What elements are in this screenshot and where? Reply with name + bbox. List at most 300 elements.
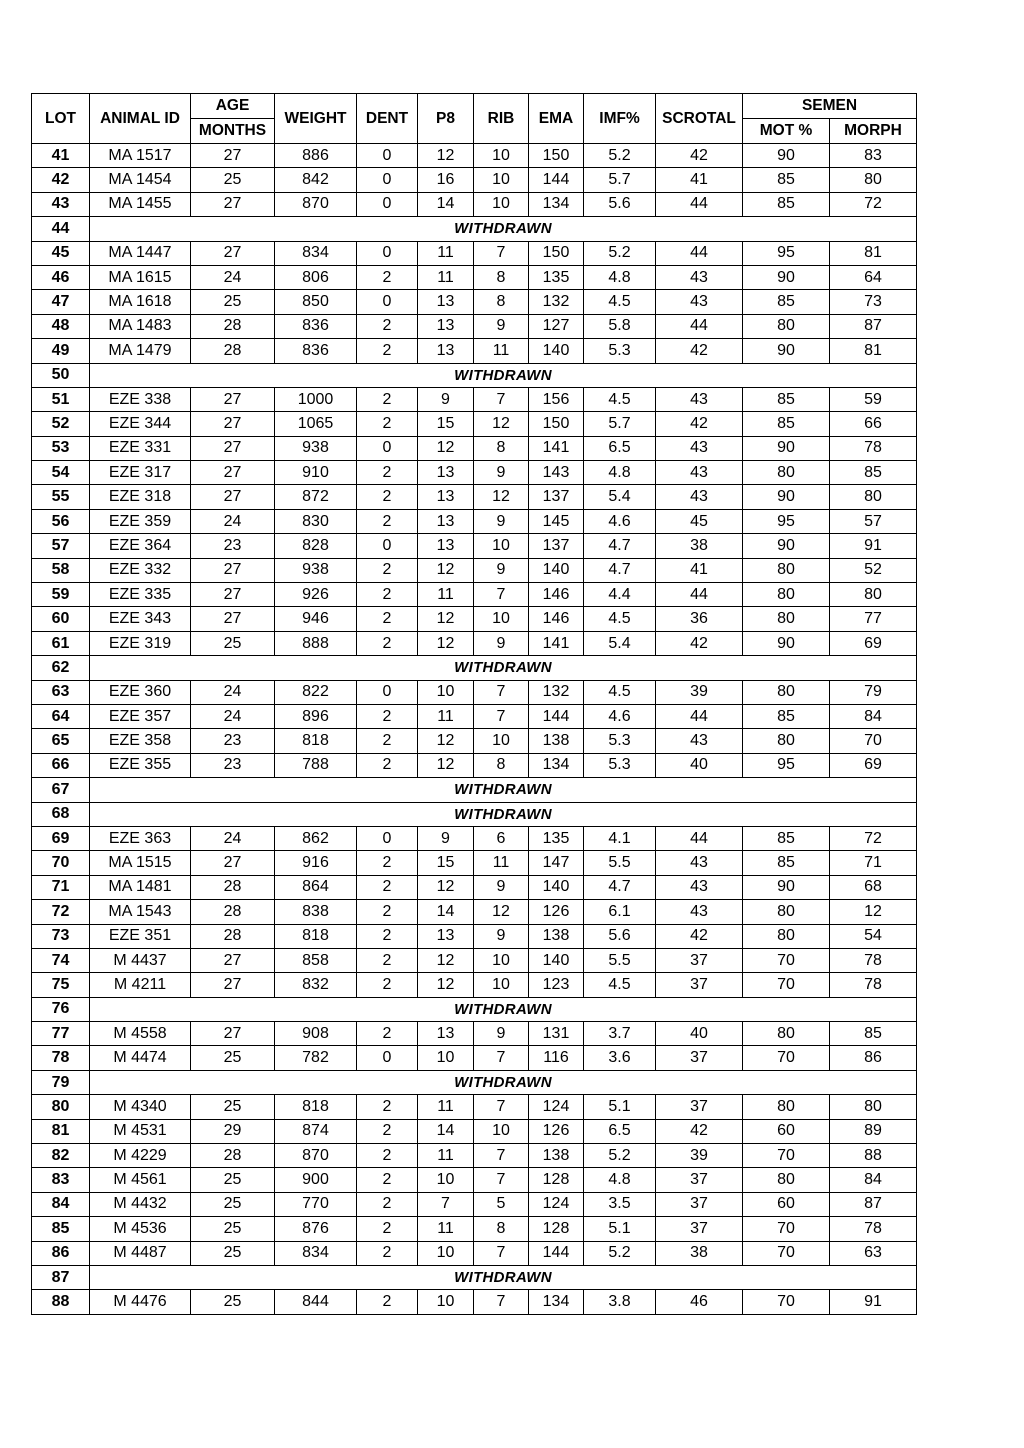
age-cell: 27 <box>191 387 275 411</box>
lot-cell: 83 <box>32 1168 90 1192</box>
ema-cell: 140 <box>529 558 584 582</box>
rib-cell: 9 <box>474 631 529 655</box>
age-cell: 29 <box>191 1119 275 1143</box>
animal-id-cell: M 4340 <box>90 1095 191 1119</box>
weight-cell: 818 <box>275 729 357 753</box>
morph-cell: 83 <box>830 144 917 168</box>
p8-cell: 11 <box>418 1095 474 1119</box>
p8-cell: 12 <box>418 875 474 899</box>
scrotal-cell: 44 <box>656 241 743 265</box>
lot-cell: 72 <box>32 900 90 924</box>
scrotal-cell: 43 <box>656 729 743 753</box>
morph-cell: 78 <box>830 1217 917 1241</box>
animal-id-cell: EZE 338 <box>90 387 191 411</box>
dent-cell: 0 <box>357 192 418 216</box>
morph-cell: 79 <box>830 680 917 704</box>
header-scrotal: SCROTAL <box>656 94 743 144</box>
rib-cell: 9 <box>474 875 529 899</box>
dent-cell: 2 <box>357 1095 418 1119</box>
weight-cell: 828 <box>275 534 357 558</box>
mot-cell: 80 <box>743 900 830 924</box>
ema-cell: 140 <box>529 875 584 899</box>
imf-cell: 4.5 <box>584 387 656 411</box>
dent-cell: 0 <box>357 290 418 314</box>
ema-cell: 138 <box>529 1144 584 1168</box>
scrotal-cell: 43 <box>656 485 743 509</box>
p8-cell: 13 <box>418 485 474 509</box>
morph-cell: 57 <box>830 509 917 533</box>
age-cell: 23 <box>191 729 275 753</box>
p8-cell: 14 <box>418 1119 474 1143</box>
morph-cell: 12 <box>830 900 917 924</box>
mot-cell: 90 <box>743 265 830 289</box>
scrotal-cell: 39 <box>656 680 743 704</box>
morph-cell: 54 <box>830 924 917 948</box>
lot-cell: 79 <box>32 1070 90 1094</box>
mot-cell: 95 <box>743 753 830 777</box>
scrotal-cell: 38 <box>656 1241 743 1265</box>
p8-cell: 13 <box>418 924 474 948</box>
mot-cell: 85 <box>743 192 830 216</box>
p8-cell: 13 <box>418 1022 474 1046</box>
p8-cell: 13 <box>418 314 474 338</box>
scrotal-cell: 37 <box>656 948 743 972</box>
p8-cell: 11 <box>418 583 474 607</box>
age-cell: 27 <box>191 583 275 607</box>
lot-cell: 78 <box>32 1046 90 1070</box>
rib-cell: 7 <box>474 1144 529 1168</box>
rib-cell: 9 <box>474 1022 529 1046</box>
lot-cell: 57 <box>32 534 90 558</box>
lot-cell: 65 <box>32 729 90 753</box>
dent-cell: 2 <box>357 509 418 533</box>
morph-cell: 68 <box>830 875 917 899</box>
weight-cell: 874 <box>275 1119 357 1143</box>
ema-cell: 138 <box>529 924 584 948</box>
animal-id-cell: MA 1483 <box>90 314 191 338</box>
table-row <box>32 241 917 265</box>
imf-cell: 5.3 <box>584 339 656 363</box>
lot-cell: 55 <box>32 485 90 509</box>
scrotal-cell: 42 <box>656 1119 743 1143</box>
lot-cell: 62 <box>32 656 90 680</box>
ema-cell: 135 <box>529 265 584 289</box>
ema-cell: 126 <box>529 900 584 924</box>
morph-cell: 80 <box>830 168 917 192</box>
morph-cell: 89 <box>830 1119 917 1143</box>
p8-cell: 12 <box>418 948 474 972</box>
weight-cell: 938 <box>275 436 357 460</box>
morph-cell: 73 <box>830 290 917 314</box>
p8-cell: 12 <box>418 144 474 168</box>
rib-cell: 7 <box>474 583 529 607</box>
p8-cell: 11 <box>418 704 474 728</box>
animal-id-cell: M 4437 <box>90 948 191 972</box>
rib-cell: 7 <box>474 1046 529 1070</box>
age-cell: 27 <box>191 1022 275 1046</box>
table-row <box>32 1022 917 1046</box>
imf-cell: 4.5 <box>584 290 656 314</box>
mot-cell: 85 <box>743 168 830 192</box>
lot-cell: 84 <box>32 1192 90 1216</box>
rib-cell: 12 <box>474 485 529 509</box>
animal-id-cell: M 4536 <box>90 1217 191 1241</box>
withdrawn-label: WITHDRAWN <box>90 997 917 1021</box>
scrotal-cell: 44 <box>656 826 743 850</box>
imf-cell: 5.7 <box>584 168 656 192</box>
scrotal-cell: 44 <box>656 704 743 728</box>
ema-cell: 127 <box>529 314 584 338</box>
lot-cell: 67 <box>32 778 90 802</box>
weight-cell: 910 <box>275 461 357 485</box>
scrotal-cell: 37 <box>656 1095 743 1119</box>
table-body <box>32 144 917 1315</box>
dent-cell: 2 <box>357 461 418 485</box>
bull-data-table <box>31 93 917 1315</box>
imf-cell: 4.7 <box>584 875 656 899</box>
p8-cell: 10 <box>418 1046 474 1070</box>
imf-cell: 3.6 <box>584 1046 656 1070</box>
weight-cell: 818 <box>275 924 357 948</box>
table-row <box>32 412 917 436</box>
table-row <box>32 363 917 387</box>
morph-cell: 81 <box>830 241 917 265</box>
age-cell: 28 <box>191 924 275 948</box>
imf-cell: 4.7 <box>584 534 656 558</box>
imf-cell: 5.2 <box>584 241 656 265</box>
animal-id-cell: MA 1517 <box>90 144 191 168</box>
p8-cell: 13 <box>418 534 474 558</box>
dent-cell: 2 <box>357 875 418 899</box>
lot-cell: 63 <box>32 680 90 704</box>
mot-cell: 90 <box>743 875 830 899</box>
table-row <box>32 1144 917 1168</box>
mot-cell: 80 <box>743 1022 830 1046</box>
morph-cell: 78 <box>830 973 917 997</box>
rib-cell: 7 <box>474 1290 529 1314</box>
imf-cell: 3.5 <box>584 1192 656 1216</box>
morph-cell: 64 <box>830 265 917 289</box>
weight-cell: 870 <box>275 192 357 216</box>
morph-cell: 84 <box>830 704 917 728</box>
ema-cell: 134 <box>529 753 584 777</box>
lot-cell: 75 <box>32 973 90 997</box>
morph-cell: 80 <box>830 485 917 509</box>
animal-id-cell: M 4211 <box>90 973 191 997</box>
age-cell: 25 <box>191 1290 275 1314</box>
weight-cell: 834 <box>275 1241 357 1265</box>
ema-cell: 147 <box>529 851 584 875</box>
dent-cell: 2 <box>357 753 418 777</box>
dent-cell: 0 <box>357 680 418 704</box>
animal-id-cell: EZE 318 <box>90 485 191 509</box>
imf-cell: 5.4 <box>584 631 656 655</box>
weight-cell: 1065 <box>275 412 357 436</box>
imf-cell: 5.2 <box>584 1241 656 1265</box>
rib-cell: 8 <box>474 265 529 289</box>
ema-cell: 116 <box>529 1046 584 1070</box>
dent-cell: 2 <box>357 1241 418 1265</box>
rib-cell: 10 <box>474 948 529 972</box>
rib-cell: 10 <box>474 607 529 631</box>
lot-cell: 45 <box>32 241 90 265</box>
mot-cell: 80 <box>743 924 830 948</box>
morph-cell: 66 <box>830 412 917 436</box>
dent-cell: 0 <box>357 534 418 558</box>
rib-cell: 7 <box>474 704 529 728</box>
morph-cell: 87 <box>830 314 917 338</box>
weight-cell: 862 <box>275 826 357 850</box>
mot-cell: 80 <box>743 1095 830 1119</box>
rib-cell: 9 <box>474 461 529 485</box>
scrotal-cell: 39 <box>656 1144 743 1168</box>
animal-id-cell: M 4531 <box>90 1119 191 1143</box>
p8-cell: 12 <box>418 558 474 582</box>
weight-cell: 782 <box>275 1046 357 1070</box>
p8-cell: 15 <box>418 412 474 436</box>
morph-cell: 71 <box>830 851 917 875</box>
ema-cell: 131 <box>529 1022 584 1046</box>
age-cell: 27 <box>191 607 275 631</box>
weight-cell: 858 <box>275 948 357 972</box>
lot-cell: 44 <box>32 217 90 241</box>
mot-cell: 60 <box>743 1119 830 1143</box>
scrotal-cell: 43 <box>656 265 743 289</box>
header-months: MONTHS <box>191 119 275 144</box>
ema-cell: 137 <box>529 485 584 509</box>
weight-cell: 872 <box>275 485 357 509</box>
animal-id-cell: EZE 335 <box>90 583 191 607</box>
scrotal-cell: 42 <box>656 412 743 436</box>
mot-cell: 90 <box>743 534 830 558</box>
table-row <box>32 802 917 826</box>
morph-cell: 84 <box>830 1168 917 1192</box>
lot-cell: 88 <box>32 1290 90 1314</box>
lot-cell: 73 <box>32 924 90 948</box>
lot-cell: 41 <box>32 144 90 168</box>
mot-cell: 90 <box>743 485 830 509</box>
mot-cell: 80 <box>743 1168 830 1192</box>
lot-cell: 87 <box>32 1265 90 1289</box>
scrotal-cell: 37 <box>656 1046 743 1070</box>
imf-cell: 4.1 <box>584 826 656 850</box>
mot-cell: 90 <box>743 436 830 460</box>
scrotal-cell: 44 <box>656 192 743 216</box>
morph-cell: 80 <box>830 583 917 607</box>
weight-cell: 850 <box>275 290 357 314</box>
animal-id-cell: M 4229 <box>90 1144 191 1168</box>
table-row <box>32 461 917 485</box>
morph-cell: 69 <box>830 753 917 777</box>
dent-cell: 2 <box>357 558 418 582</box>
scrotal-cell: 41 <box>656 558 743 582</box>
mot-cell: 85 <box>743 290 830 314</box>
scrotal-cell: 43 <box>656 461 743 485</box>
mot-cell: 90 <box>743 339 830 363</box>
age-cell: 28 <box>191 314 275 338</box>
lot-cell: 82 <box>32 1144 90 1168</box>
imf-cell: 4.8 <box>584 461 656 485</box>
morph-cell: 80 <box>830 1095 917 1119</box>
scrotal-cell: 43 <box>656 387 743 411</box>
p8-cell: 15 <box>418 851 474 875</box>
table-row <box>32 900 917 924</box>
weight-cell: 836 <box>275 314 357 338</box>
header-ema: EMA <box>529 94 584 144</box>
imf-cell: 5.5 <box>584 851 656 875</box>
animal-id-cell: EZE 358 <box>90 729 191 753</box>
weight-cell: 900 <box>275 1168 357 1192</box>
header-imf: IMF% <box>584 94 656 144</box>
dent-cell: 2 <box>357 339 418 363</box>
table-row <box>32 778 917 802</box>
scrotal-cell: 37 <box>656 1192 743 1216</box>
mot-cell: 70 <box>743 1217 830 1241</box>
ema-cell: 141 <box>529 631 584 655</box>
weight-cell: 870 <box>275 1144 357 1168</box>
mot-cell: 80 <box>743 461 830 485</box>
scrotal-cell: 42 <box>656 924 743 948</box>
animal-id-cell: EZE 332 <box>90 558 191 582</box>
lot-cell: 77 <box>32 1022 90 1046</box>
header-weight: WEIGHT <box>275 94 357 144</box>
animal-id-cell: M 4561 <box>90 1168 191 1192</box>
mot-cell: 85 <box>743 826 830 850</box>
animal-id-cell: MA 1481 <box>90 875 191 899</box>
mot-cell: 80 <box>743 729 830 753</box>
table-row <box>32 1217 917 1241</box>
p8-cell: 13 <box>418 509 474 533</box>
animal-id-cell: EZE 357 <box>90 704 191 728</box>
imf-cell: 5.3 <box>584 729 656 753</box>
animal-id-cell: EZE 355 <box>90 753 191 777</box>
ema-cell: 123 <box>529 973 584 997</box>
lot-cell: 60 <box>32 607 90 631</box>
sale-catalogue-sheet <box>31 93 917 1315</box>
mot-cell: 70 <box>743 1241 830 1265</box>
rib-cell: 10 <box>474 168 529 192</box>
mot-cell: 80 <box>743 680 830 704</box>
lot-cell: 42 <box>32 168 90 192</box>
dent-cell: 2 <box>357 412 418 436</box>
table-row <box>32 436 917 460</box>
p8-cell: 12 <box>418 436 474 460</box>
imf-cell: 4.6 <box>584 509 656 533</box>
imf-cell: 5.3 <box>584 753 656 777</box>
age-cell: 25 <box>191 1241 275 1265</box>
dent-cell: 2 <box>357 900 418 924</box>
ema-cell: 132 <box>529 680 584 704</box>
rib-cell: 10 <box>474 192 529 216</box>
mot-cell: 80 <box>743 314 830 338</box>
dent-cell: 2 <box>357 948 418 972</box>
scrotal-cell: 43 <box>656 900 743 924</box>
lot-cell: 61 <box>32 631 90 655</box>
p8-cell: 14 <box>418 900 474 924</box>
scrotal-cell: 38 <box>656 534 743 558</box>
p8-cell: 12 <box>418 729 474 753</box>
dent-cell: 2 <box>357 924 418 948</box>
table-row <box>32 217 917 241</box>
rib-cell: 10 <box>474 729 529 753</box>
header-dent: DENT <box>357 94 418 144</box>
p8-cell: 9 <box>418 826 474 850</box>
age-cell: 27 <box>191 851 275 875</box>
morph-cell: 63 <box>830 1241 917 1265</box>
rib-cell: 12 <box>474 900 529 924</box>
p8-cell: 10 <box>418 1241 474 1265</box>
imf-cell: 5.6 <box>584 924 656 948</box>
table-row <box>32 851 917 875</box>
table-row <box>32 729 917 753</box>
table-row <box>32 875 917 899</box>
lot-cell: 74 <box>32 948 90 972</box>
animal-id-cell: MA 1515 <box>90 851 191 875</box>
header-morph: MORPH <box>830 119 917 144</box>
rib-cell: 11 <box>474 339 529 363</box>
rib-cell: 6 <box>474 826 529 850</box>
imf-cell: 5.4 <box>584 485 656 509</box>
scrotal-cell: 45 <box>656 509 743 533</box>
weight-cell: 818 <box>275 1095 357 1119</box>
header-rib: RIB <box>474 94 529 144</box>
header-animal-id: ANIMAL ID <box>90 94 191 144</box>
ema-cell: 144 <box>529 1241 584 1265</box>
p8-cell: 11 <box>418 1144 474 1168</box>
age-cell: 24 <box>191 509 275 533</box>
table-row <box>32 144 917 168</box>
table-row <box>32 1290 917 1314</box>
dent-cell: 2 <box>357 704 418 728</box>
p8-cell: 11 <box>418 1217 474 1241</box>
withdrawn-label: WITHDRAWN <box>90 802 917 826</box>
age-cell: 25 <box>191 168 275 192</box>
mot-cell: 80 <box>743 558 830 582</box>
weight-cell: 788 <box>275 753 357 777</box>
ema-cell: 134 <box>529 192 584 216</box>
table-row <box>32 509 917 533</box>
dent-cell: 0 <box>357 1046 418 1070</box>
table-header <box>32 94 917 144</box>
age-cell: 25 <box>191 631 275 655</box>
mot-cell: 85 <box>743 704 830 728</box>
table-row <box>32 558 917 582</box>
animal-id-cell: EZE 351 <box>90 924 191 948</box>
morph-cell: 77 <box>830 607 917 631</box>
table-row <box>32 1168 917 1192</box>
table-row <box>32 534 917 558</box>
imf-cell: 6.1 <box>584 900 656 924</box>
rib-cell: 7 <box>474 1168 529 1192</box>
lot-cell: 58 <box>32 558 90 582</box>
weight-cell: 838 <box>275 900 357 924</box>
animal-id-cell: EZE 344 <box>90 412 191 436</box>
ema-cell: 132 <box>529 290 584 314</box>
lot-cell: 49 <box>32 339 90 363</box>
table-row <box>32 1241 917 1265</box>
age-cell: 25 <box>191 1046 275 1070</box>
animal-id-cell: M 4474 <box>90 1046 191 1070</box>
animal-id-cell: EZE 364 <box>90 534 191 558</box>
rib-cell: 9 <box>474 924 529 948</box>
withdrawn-label: WITHDRAWN <box>90 363 917 387</box>
age-cell: 24 <box>191 826 275 850</box>
animal-id-cell: EZE 363 <box>90 826 191 850</box>
table-row <box>32 265 917 289</box>
imf-cell: 4.8 <box>584 265 656 289</box>
morph-cell: 91 <box>830 1290 917 1314</box>
ema-cell: 134 <box>529 1290 584 1314</box>
